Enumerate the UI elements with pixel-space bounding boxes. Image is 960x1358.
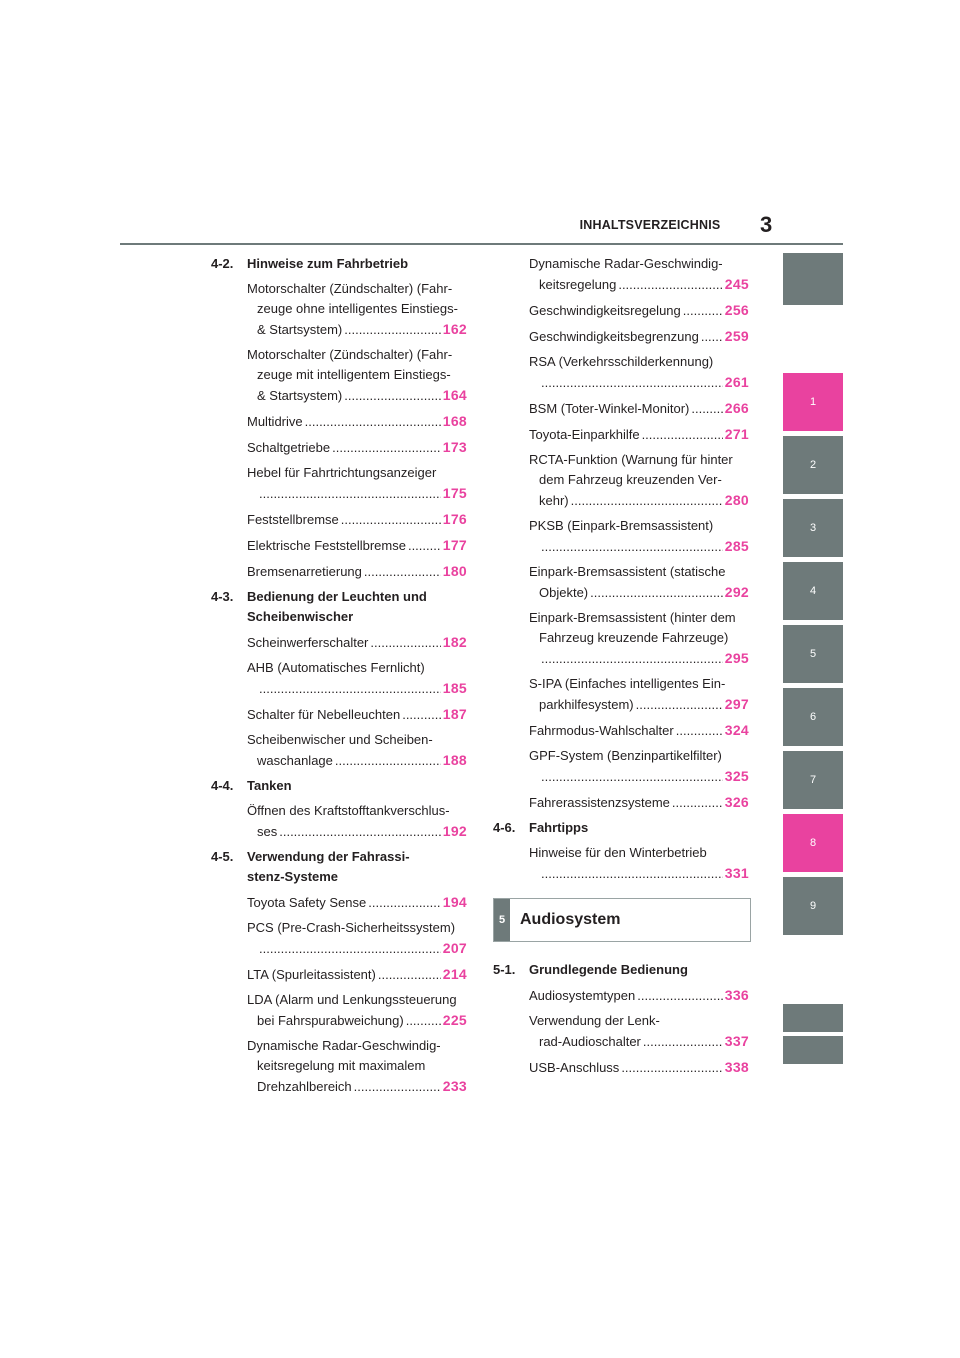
leader-dots	[344, 320, 440, 340]
leader-dots	[701, 327, 723, 347]
entry-text-line: PCS (Pre-Crash-Sicherheitssystem)	[247, 920, 456, 935]
chapter-tab-2[interactable]: 2	[783, 436, 843, 494]
section-title	[529, 818, 749, 838]
entry-page-line	[247, 561, 467, 582]
entry-page-line	[529, 300, 749, 321]
page-link[interactable]: 280	[724, 492, 749, 508]
toc-entry[interactable]	[529, 326, 749, 347]
entry-text-line: Fahrzeug kreuzende Fahrzeuge)	[539, 630, 729, 645]
leader-dots	[259, 679, 441, 699]
toc-entry[interactable]	[529, 674, 749, 715]
entry-page-line	[247, 678, 467, 699]
entry-text-line: dem Fahrzeug kreuzenden Ver-	[539, 472, 722, 487]
entry-page-line	[247, 1076, 467, 1097]
entry-text: Geschwindigkeitsbegrenzung	[529, 329, 699, 344]
entry-page-line	[247, 319, 467, 340]
leader-dots	[341, 510, 441, 530]
entry-text-line: Einpark-Bremsassistent (statische	[529, 564, 726, 579]
toc-entry[interactable]	[247, 411, 467, 432]
entry-text: Audiosystemtypen	[529, 988, 636, 1003]
page-link[interactable]: 233	[442, 1078, 467, 1094]
page-link[interactable]: 338	[724, 1059, 749, 1075]
entry-page-line	[247, 411, 467, 432]
section-heading	[211, 254, 467, 274]
leader-dots	[621, 1058, 722, 1078]
entry-page-line	[529, 536, 749, 557]
entry-page-line	[529, 372, 749, 393]
page-link[interactable]: 180	[442, 563, 467, 579]
section-title-line: Grundlegende Bedienung	[529, 962, 688, 977]
page-link[interactable]: 176	[442, 511, 467, 527]
section-number: 4-6.	[493, 820, 516, 835]
section-title-line: Hinweise zum Fahrbetrieb	[247, 256, 409, 271]
entry-page-line	[247, 892, 467, 913]
toc-entry[interactable]	[247, 279, 467, 340]
toc-entry[interactable]	[247, 964, 467, 985]
toc-left-column	[211, 254, 467, 1102]
entry-text: Toyota Safety Sense	[247, 895, 367, 910]
leader-dots	[541, 864, 723, 884]
leader-dots	[636, 695, 723, 715]
leader-dots	[354, 1077, 441, 1097]
entry-text-line: Hinweise für den Winterbetrieb	[529, 845, 707, 860]
leader-dots	[279, 822, 441, 842]
section-heading	[211, 776, 467, 796]
page-link[interactable]: 173	[442, 439, 467, 455]
entry-page-line	[529, 1031, 749, 1052]
entry-page-line	[247, 964, 467, 985]
toc-entry[interactable]	[529, 985, 749, 1006]
section-number: 4-2.	[211, 256, 234, 271]
toc-right-column	[493, 254, 749, 1083]
chapter-box	[493, 898, 751, 942]
entry-text-line: Motorschalter (Zündschalter) (Fahr-	[247, 281, 453, 296]
toc-entry[interactable]	[529, 450, 749, 511]
entry-text-line: Hebel für Fahrtrichtungsanzeiger	[247, 465, 437, 480]
entry-page-line	[529, 1057, 749, 1078]
section-title-line: stenz-Systeme	[247, 869, 339, 884]
entry-page-line	[247, 509, 467, 530]
entry-text-line: PKSB (Einpark-Bremsassistent)	[529, 518, 714, 533]
toc-entry[interactable]	[529, 300, 749, 321]
entry-text-line: LDA (Alarm und Lenkungssteuerung	[247, 992, 457, 1007]
entry-text-line: Dynamische Radar-Geschwindig-	[247, 1038, 441, 1053]
leader-dots	[402, 705, 441, 725]
header-title: INHALTSVERZEICHNIS	[579, 218, 721, 232]
chapter-tab-5[interactable]: 5	[783, 625, 843, 683]
entry-text-line: Verwendung der Lenk-	[529, 1013, 660, 1028]
entry-text: Schalter für Nebelleuchten	[247, 707, 401, 722]
entry-page-line	[247, 1010, 467, 1031]
leader-dots	[637, 986, 723, 1006]
page-link[interactable]: 245	[724, 276, 749, 292]
section-number: 5-1.	[493, 962, 516, 977]
leader-dots	[618, 275, 722, 295]
leader-dots	[368, 893, 440, 913]
chapter-tab-1[interactable]: 1	[783, 373, 843, 431]
chapter-tab-6[interactable]: 6	[783, 688, 843, 746]
section-number: 4-5.	[211, 849, 234, 864]
entry-text: USB-Anschluss	[529, 1060, 620, 1075]
section-title-line: Scheibenwischer	[247, 609, 354, 624]
toc-entry[interactable]	[247, 509, 467, 530]
entry-text: parkhilfesystem)	[539, 697, 634, 712]
page-link[interactable]: 331	[724, 865, 749, 881]
page-link[interactable]: 175	[442, 485, 467, 501]
entry-page-line	[529, 720, 749, 741]
toc-entry[interactable]	[247, 990, 467, 1031]
leader-dots	[643, 1032, 723, 1052]
page-link[interactable]: 295	[724, 650, 749, 666]
section-heading	[211, 847, 467, 887]
toc-entry[interactable]	[247, 892, 467, 913]
leader-dots	[259, 484, 441, 504]
entry-text: ses	[257, 824, 278, 839]
entry-text: keitsregelung	[539, 277, 617, 292]
entry-text: Toyota-Einparkhilfe	[529, 427, 640, 442]
page-link[interactable]: 207	[442, 940, 467, 956]
page-link[interactable]: 192	[442, 823, 467, 839]
toc-entry[interactable]	[247, 704, 467, 725]
entry-text: BSM (Toter-Winkel-Monitor)	[529, 401, 690, 416]
entry-page-line	[529, 766, 749, 787]
entry-text-line: S-IPA (Einfaches intelligentes Ein-	[529, 676, 726, 691]
section-title-line: Tanken	[247, 778, 292, 793]
leader-dots	[541, 649, 723, 669]
toc-entry[interactable]	[529, 562, 749, 603]
leader-dots	[335, 751, 441, 771]
chapter-box-number: 5	[494, 899, 510, 941]
chapter-tab-3[interactable]: 3	[783, 499, 843, 557]
entry-text-line: GPF-System (Benzinpartikelfilter)	[529, 748, 722, 763]
leader-dots	[676, 721, 723, 741]
chapter-tab-7[interactable]: 7	[783, 751, 843, 809]
entry-page-line	[247, 938, 467, 959]
section-title	[529, 960, 749, 980]
section-heading	[211, 587, 467, 627]
entry-page-line	[529, 326, 749, 347]
toc-entry[interactable]	[529, 608, 749, 669]
page-link[interactable]: 164	[442, 387, 467, 403]
leader-dots	[541, 537, 723, 557]
section-title	[247, 776, 467, 796]
leader-dots	[364, 562, 441, 582]
leader-dots	[571, 491, 723, 511]
page-link[interactable]: 336	[724, 987, 749, 1003]
chapter-tab-blank[interactable]	[783, 253, 843, 305]
entry-text-line: Einpark-Bremsassistent (hinter dem	[529, 610, 736, 625]
leader-dots	[541, 767, 723, 787]
page-link[interactable]: 177	[442, 537, 467, 553]
header-rule	[120, 243, 843, 245]
entry-page-line	[529, 863, 749, 884]
chapter-tab-9[interactable]: 9	[783, 877, 843, 935]
section-number: 4-3.	[211, 589, 234, 604]
entry-text-line: AHB (Automatisches Fernlicht)	[247, 660, 425, 675]
toc-entry[interactable]	[247, 535, 467, 556]
leader-dots	[683, 301, 723, 321]
page-link[interactable]: 214	[442, 966, 467, 982]
toc-entry[interactable]	[529, 746, 749, 787]
entry-page-line	[529, 274, 749, 295]
toc-entry[interactable]	[247, 658, 467, 699]
entry-text: waschanlage	[257, 753, 333, 768]
toc-entry[interactable]	[529, 1011, 749, 1052]
entry-text: Schaltgetriebe	[247, 440, 331, 455]
entry-text: bei Fahrspurabweichung)	[257, 1013, 404, 1028]
page-link[interactable]: 324	[724, 722, 749, 738]
page-link[interactable]: 194	[442, 894, 467, 910]
toc-entry[interactable]	[247, 463, 467, 504]
entry-text-line: zeuge mit intelligentem Einstiegs-	[257, 367, 451, 382]
page-link[interactable]: 285	[724, 538, 749, 554]
entry-page-line	[529, 490, 749, 511]
toc-entry[interactable]	[247, 730, 467, 771]
entry-page-line	[247, 821, 467, 842]
entry-page-line	[529, 424, 749, 445]
toc-entry[interactable]	[247, 437, 467, 458]
chapter-tab-blank[interactable]	[783, 1036, 843, 1064]
section-heading	[493, 960, 749, 980]
chapter-box-title: Audiosystem	[520, 911, 621, 928]
entry-text-line: Öffnen des Kraftstofftankverschlus-	[247, 803, 450, 818]
toc-entry[interactable]	[247, 632, 467, 653]
toc-entry[interactable]	[529, 843, 749, 884]
leader-dots	[259, 939, 441, 959]
chapter-tab-8[interactable]: 8	[783, 814, 843, 872]
entry-text-line: Dynamische Radar-Geschwindig-	[529, 256, 723, 271]
page-link[interactable]: 182	[442, 634, 467, 650]
entry-page-line	[529, 792, 749, 813]
toc-entry[interactable]	[529, 720, 749, 741]
toc-entry[interactable]	[247, 345, 467, 406]
leader-dots	[691, 399, 722, 419]
section-title	[247, 847, 467, 887]
page-link[interactable]: 326	[724, 794, 749, 810]
section-title-line: Verwendung der Fahrassi-	[247, 849, 410, 864]
leader-dots	[408, 536, 441, 556]
chapter-tab-blank[interactable]	[783, 1004, 843, 1032]
leader-dots	[406, 1011, 441, 1031]
entry-text: rad-Audioschalter	[539, 1034, 641, 1049]
page-link[interactable]: 337	[724, 1033, 749, 1049]
page-link[interactable]: 271	[724, 426, 749, 442]
page-link[interactable]: 188	[442, 752, 467, 768]
page-link[interactable]: 185	[442, 680, 467, 696]
leader-dots	[541, 373, 723, 393]
entry-page-line	[247, 750, 467, 771]
entry-text-line: Scheibenwischer und Scheiben-	[247, 732, 433, 747]
page-link[interactable]: 225	[442, 1012, 467, 1028]
entry-page-line	[247, 385, 467, 406]
entry-page-line	[247, 437, 467, 458]
entry-text: Geschwindigkeitsregelung	[529, 303, 681, 318]
entry-text: Fahrmodus-Wahlschalter	[529, 723, 674, 738]
toc-entry[interactable]	[247, 918, 467, 959]
toc-entry[interactable]	[529, 254, 749, 295]
toc-entry[interactable]	[529, 1057, 749, 1078]
leader-dots	[370, 633, 440, 653]
section-number: 4-4.	[211, 778, 234, 793]
leader-dots	[344, 386, 440, 406]
entry-text: Drehzahlbereich	[257, 1079, 352, 1094]
entry-page-line	[529, 648, 749, 669]
entry-page-line	[529, 985, 749, 1006]
toc-entry[interactable]	[247, 801, 467, 842]
entry-page-line	[247, 704, 467, 725]
page-link[interactable]: 162	[442, 321, 467, 337]
entry-text: Objekte)	[539, 585, 589, 600]
leader-dots	[378, 965, 441, 985]
section-heading	[493, 818, 749, 838]
entry-text: Feststellbremse	[247, 512, 339, 527]
leader-dots	[590, 583, 723, 603]
entry-text-line: RSA (Verkehrsschilderkennung)	[529, 354, 714, 369]
entry-page-line	[247, 483, 467, 504]
leader-dots	[332, 438, 441, 458]
page-link[interactable]: 297	[724, 696, 749, 712]
chapter-tab-4[interactable]: 4	[783, 562, 843, 620]
toc-entry[interactable]	[529, 398, 749, 419]
toc-entry[interactable]	[247, 561, 467, 582]
entry-text-line: Motorschalter (Zündschalter) (Fahr-	[247, 347, 453, 362]
entry-text-line: RCTA-Funktion (Warnung für hinter	[529, 452, 733, 467]
page-link[interactable]: 259	[724, 328, 749, 344]
page-link[interactable]: 325	[724, 768, 749, 784]
entry-text: Scheinwerferschalter	[247, 635, 369, 650]
section-title	[247, 254, 467, 274]
entry-page-line	[529, 694, 749, 715]
entry-text: Multidrive	[247, 414, 303, 429]
toc-entry[interactable]	[247, 1036, 467, 1097]
entry-text: & Startsystem)	[257, 388, 343, 403]
page-link[interactable]: 256	[724, 302, 749, 318]
entry-text-line: zeuge ohne intelligentes Einstiegs-	[257, 301, 458, 316]
leader-dots	[672, 793, 723, 813]
leader-dots	[642, 425, 723, 445]
section-title-line: Bedienung der Leuchten und	[247, 589, 427, 604]
entry-text: LTA (Spurleitassistent)	[247, 967, 376, 982]
entry-page-line	[529, 582, 749, 603]
toc-entry[interactable]	[529, 424, 749, 445]
entry-page-line	[247, 632, 467, 653]
toc-entry[interactable]	[529, 516, 749, 557]
section-title	[247, 587, 467, 627]
page-link[interactable]: 266	[724, 400, 749, 416]
entry-page-line	[247, 535, 467, 556]
entry-text: & Startsystem)	[257, 322, 343, 337]
entry-text: kehr)	[539, 493, 569, 508]
section-title-line: Fahrtipps	[529, 820, 589, 835]
page-number: 3	[760, 212, 773, 237]
page-link[interactable]: 168	[442, 413, 467, 429]
page-link[interactable]: 292	[724, 584, 749, 600]
leader-dots	[305, 412, 441, 432]
entry-page-line	[529, 398, 749, 419]
page-link[interactable]: 261	[724, 374, 749, 390]
entry-text: Fahrerassistenzsysteme	[529, 795, 670, 810]
entry-text-line: keitsregelung mit maximalem	[257, 1058, 426, 1073]
toc-entry[interactable]	[529, 352, 749, 393]
page-link[interactable]: 187	[442, 706, 467, 722]
toc-entry[interactable]	[529, 792, 749, 813]
entry-text: Elektrische Feststellbremse	[247, 538, 406, 553]
entry-text: Bremsenarretierung	[247, 564, 362, 579]
